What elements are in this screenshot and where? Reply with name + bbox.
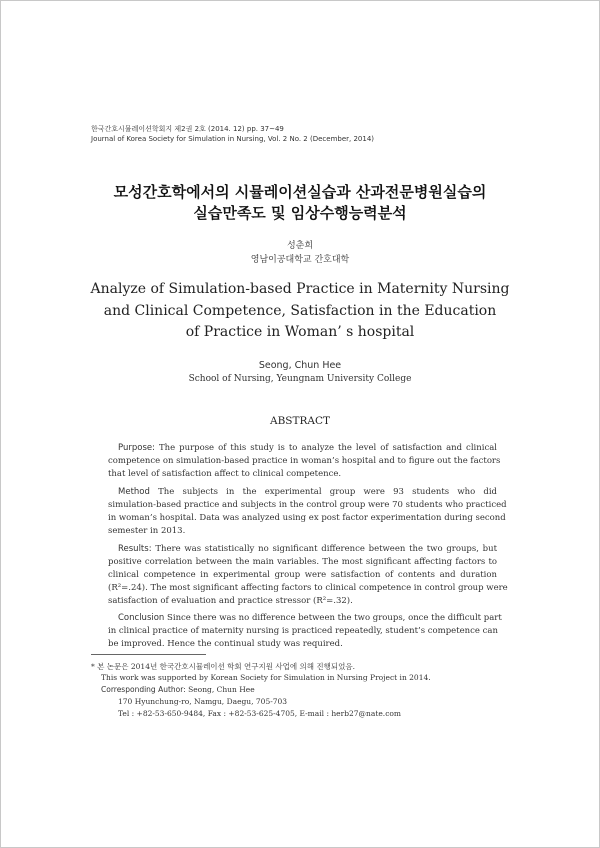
abstract-heading: ABSTRACT — [269, 415, 331, 427]
journal-header-korean: 한국간호시뮬레이션학회지 제2권 2호 (2014. 12) pp. 37~49 — [91, 125, 284, 133]
purpose-line-3: that level of satisfaction affect to clinical competence. — [108, 469, 342, 479]
method-label: Method — [118, 487, 150, 497]
results-line-5: satisfaction of evaluation and practice stressor (R²=.32). — [108, 596, 353, 606]
results-line-1: Results: There was statistically no significant difference between the two groups, but — [118, 544, 498, 554]
results-label: Results: — [118, 544, 152, 554]
english-title-line-2: and Clinical Competence, Satisfaction in the Education — [103, 303, 497, 319]
korean-title-line-2: 실습만족도 및 임상수행능력분석 — [193, 204, 407, 222]
conclusion-line-3: be improved. Hence the continual study was required. — [108, 639, 343, 649]
method-line-1: Method The subjects in the experimental group were 93 students who did — [118, 487, 497, 497]
corresponding-address: 170 Hyunchung-ro, Namgu, Daegu, 705-703 — [118, 697, 288, 706]
results-line-4: (R²=.24). The most significant affecting factors to clinical competence in control group were — [108, 583, 508, 593]
corresponding-contact: Tel : +82-53-650-9484, Fax : +82-53-625-4705, E-mail : herb27@nate.com — [118, 709, 402, 718]
conclusion-label: Conclusion — [118, 613, 165, 623]
corresponding-author — [101, 685, 255, 694]
footnote-korean: * 본 논문은 2014년 한국간호시뮬레이션 학회 연구지원 사업에 의해 진행되었음. — [91, 662, 356, 671]
results-line-3: clinical competence in experimental group were satisfaction of contents and duration — [108, 570, 497, 580]
korean-author: 성춘희 — [286, 241, 314, 251]
purpose-line-2: competence on simulation-based practice in woman’s hospital and to figure out the factors — [108, 456, 501, 466]
english-author: Seong, Chun Hee — [258, 360, 342, 371]
conclusion-line-2: in clinical practice of maternity nursing is practiced repeatedly, student’s competence can — [108, 626, 498, 636]
corresponding-name: Seong, Chun Hee — [188, 685, 255, 694]
english-title-line-3: of Practice in Woman’ s hospital — [185, 324, 415, 340]
journal-header-english: Journal of Korea Society for Simulation in Nursing, Vol. 2 No. 2 (December, 2014) — [91, 135, 375, 143]
method-line-4: semester in 2013. — [108, 526, 186, 536]
purpose-line-1: Purpose: The purpose of this study is to analyze the level of satisfaction and clinical — [118, 443, 497, 453]
method-line-2: simulation-based practice and subjects in the control group were 70 students who practiced — [108, 500, 507, 510]
footnote-rule — [91, 654, 206, 655]
korean-affiliation: 영남이공대학교 간호대학 — [250, 255, 350, 265]
footnote-english: This work was supported by Korean Society for Simulation in Nursing Project in 2014. — [101, 673, 431, 682]
conclusion-line-1: Conclusion Since there was no difference between the two groups, once the difficult part — [118, 613, 502, 623]
method-line-3: in woman’s hospital. Data was analyzed using ex post factor experimentation during second — [108, 513, 506, 523]
english-title-line-1: Analyze of Simulation-based Practice in Maternity Nursing — [90, 281, 510, 297]
purpose-label: Purpose: — [118, 443, 155, 453]
english-affiliation: School of Nursing, Yeungnam University College — [188, 374, 412, 384]
results-line-2: positive correlation between the main variables. The most significant affecting factors to — [108, 557, 497, 567]
corresponding-label: Corresponding Author: — [101, 685, 186, 694]
korean-title-line-1: 모성간호학에서의 시뮬레이션실습과 산과전문병원실습의 — [113, 183, 487, 201]
